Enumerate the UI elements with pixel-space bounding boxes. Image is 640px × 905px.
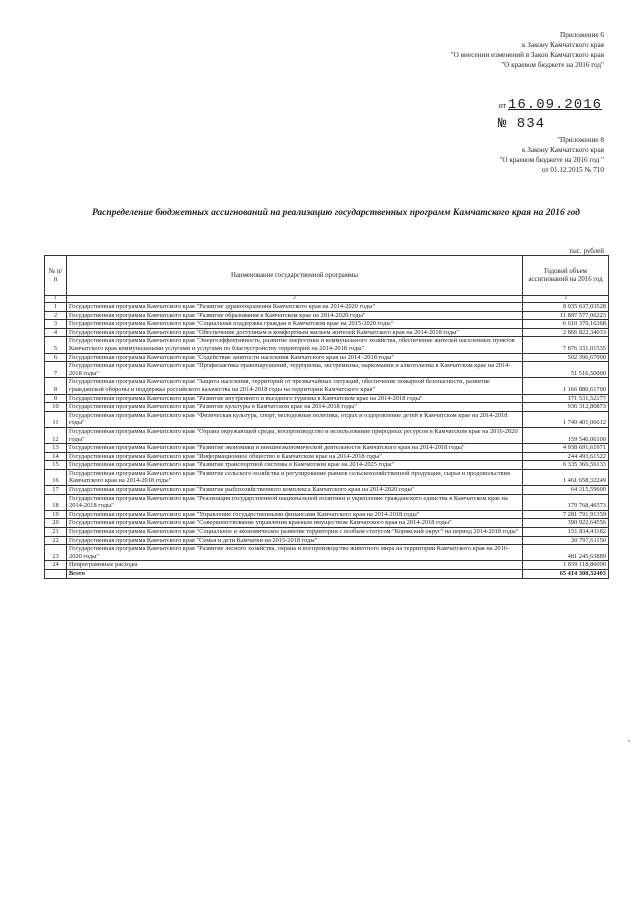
program-sum: 6 335 366,56133 xyxy=(523,461,609,470)
table-body xyxy=(45,303,609,570)
program-sum: 936 312,80873 xyxy=(523,403,609,412)
column-index: 1 xyxy=(45,296,67,303)
program-sum: 51 516,50000 xyxy=(523,362,609,378)
program-sum: 1 166 880,61700 xyxy=(523,378,609,394)
row-number: 15 xyxy=(45,461,67,470)
table-row xyxy=(45,328,609,337)
column-header-name: Наименование государственной программы xyxy=(67,256,523,296)
column-header-number: № п/п xyxy=(45,256,67,296)
table-row xyxy=(45,452,609,461)
program-sum: 1 839 118,86090 xyxy=(523,561,609,570)
program-name: Государственная программа Камчатского края "Развитие здравоохранения Камчатского края на 2014-2020 годы" xyxy=(67,303,523,312)
table-row xyxy=(45,411,609,427)
appendix-6-date xyxy=(499,97,602,113)
row-number: 9 xyxy=(45,394,67,403)
table-row xyxy=(45,536,609,545)
total-number-cell xyxy=(45,570,67,579)
program-name: Государственная программа Камчатского края "Семья и дети Камчатки на 2015-2018 годы" xyxy=(67,536,523,545)
program-sum: 390 922,64556 xyxy=(523,519,609,528)
table-row xyxy=(45,469,609,485)
program-sum: 11 897 577,06223 xyxy=(523,311,609,320)
program-name: Государственная программа Камчатского края "Развитие рыбохозяйственного комплекса Камчатского края на 2014-2020 годы" xyxy=(67,486,523,495)
row-number: 22 xyxy=(45,536,67,545)
table-row xyxy=(45,494,609,510)
appendix-8-line2: к Закону Камчатского края xyxy=(522,146,604,154)
program-sum: 502 396,67000 xyxy=(523,353,609,362)
row-number: 4 xyxy=(45,328,67,337)
appendix-6-line4: "О краевом бюджете на 2016 год" xyxy=(501,61,604,69)
program-sum: 7 281 791,91359 xyxy=(523,510,609,519)
table-row xyxy=(45,403,609,412)
column-header-sum: Годовой объем ассигнований на 2016 год xyxy=(523,256,609,296)
closing-quote: " xyxy=(628,740,631,746)
table-row xyxy=(45,303,609,312)
program-name: Государственная программа Камчатского края "Развитие лесного хозяйства, охрана и воспроизводство животного мира на территории Камчатского края на 2016-2020 годы" xyxy=(67,545,523,561)
program-name: Государственная программа Камчатского края "Развитие сельского хозяйства и регулирование рынков сельскохозяйственной продукции, сырья и продовольствия Камчатского края на 2014-2018 годы" xyxy=(67,469,523,485)
program-sum: 8 035 637,03528 xyxy=(523,303,609,312)
column-index: 2 xyxy=(67,296,523,303)
program-sum: 4 938 691,61971 xyxy=(523,444,609,453)
row-number: 13 xyxy=(45,444,67,453)
table-row xyxy=(45,444,609,453)
program-name: Государственная программа Камчатского края "Управление государственными финансами Камчатского края на 2014-2018 годы" xyxy=(67,510,523,519)
row-number: 2 xyxy=(45,311,67,320)
row-number: 10 xyxy=(45,403,67,412)
program-name: Государственная программа Камчатского края "Энергоэффективность, развитие энергетики и коммунального хозяйства, обеспечение жителей населенных пунктов Камчатского края коммунальными услугами и услугами по благоустройству территорий на 2014-2018 годы" xyxy=(67,337,523,353)
program-name: Государственная программа Камчатского края "Развитие внутреннего и въездного туризма в Камчатском крае на 2014-2018 годы" xyxy=(67,394,523,403)
program-name: Государственная программа Камчатского края "Профилактика правонарушений, терроризма, экстремизма, наркомании и алкоголизма в Камчатском крае на 2014-2018 годы" xyxy=(67,362,523,378)
appendix-6-line3: "О внесении изменений в Закон Камчатского края xyxy=(450,51,604,59)
program-sum: 159 546,06100 xyxy=(523,427,609,443)
table-row xyxy=(45,545,609,561)
row-number: 24 xyxy=(45,561,67,570)
table-row xyxy=(45,378,609,394)
program-name: Государственная программа Камчатского края "Развитие образования в Камчатском крае на 2014-2020 годы" xyxy=(67,311,523,320)
program-sum: 1 749 401,06612 xyxy=(523,411,609,427)
appendix-6-header xyxy=(451,30,604,70)
row-number: 23 xyxy=(45,545,67,561)
program-name: Государственная программа Камчатского края "Реализация государственной национальной политики и укрепление гражданского единства в Камчатском крае на 2014-2018 годы" xyxy=(67,494,523,510)
row-number: 6 xyxy=(45,353,67,362)
row-number: 21 xyxy=(45,528,67,537)
law-number: № 834 xyxy=(498,116,546,132)
date-value: 16.09.2016 xyxy=(507,97,602,113)
row-number: 17 xyxy=(45,486,67,495)
table-row xyxy=(45,561,609,570)
program-name: Государственная программа Камчатского края "Развитие транспортной системы в Камчатском крае на 2014-2025 годы" xyxy=(67,461,523,470)
appendix-6-line2: к Закону Камчатского края xyxy=(522,41,604,49)
date-prefix: от xyxy=(498,101,506,110)
row-number: 8 xyxy=(45,378,67,394)
program-name: Государственная программа Камчатского края "Содействие занятости населения Камчатского края на 2014 -2018 годы" xyxy=(67,353,523,362)
program-sum: 64 315,59600 xyxy=(523,486,609,495)
total-row xyxy=(45,570,609,579)
program-sum: 151 834,41182 xyxy=(523,528,609,537)
table-row xyxy=(45,353,609,362)
program-sum: 20 797,61150 xyxy=(523,536,609,545)
table-row xyxy=(45,362,609,378)
program-sum: 179 768,46573 xyxy=(523,494,609,510)
table-row xyxy=(45,427,609,443)
table-row xyxy=(45,311,609,320)
table-row xyxy=(45,320,609,329)
program-sum: 171 531,52177 xyxy=(523,394,609,403)
units-label: тыс. рублей xyxy=(569,247,604,255)
row-number: 5 xyxy=(45,337,67,353)
table-row xyxy=(45,519,609,528)
table-row xyxy=(45,528,609,537)
program-name: Государственная программа Камчатского края "Защита населения, территорий от чрезвычайных ситуаций, обеспечение пожарной безопасности, развитие гражданской обороны и поддержка российского казачества на 2014-2018 годы на территории Камчатского края" xyxy=(67,378,523,394)
program-sum: 1 461 658,32249 xyxy=(523,469,609,485)
table-row xyxy=(45,510,609,519)
program-sum: 481 245,63889 xyxy=(523,545,609,561)
row-number: 14 xyxy=(45,452,67,461)
program-name: Государственная программа Камчатского края "Социальное и экономическое развитие территории с особым статусом "Корякский округ" на период 2014-2018 годы" xyxy=(67,528,523,537)
row-number: 16 xyxy=(45,469,67,485)
total-label: Всего xyxy=(67,570,523,579)
program-sum: 6 610 370,16368 xyxy=(523,320,609,329)
document-title: Распределение бюджетных ассигнований на реализацию государственных программ Камчатского края на 2016 год xyxy=(91,208,581,218)
program-name: Государственная программа Камчатского края "Развитие экономики и внешнеэкономической деятельности Камчатского края на 2014-2018 годы" xyxy=(67,444,523,453)
program-name: Государственная программа Камчатского края "Обеспечение доступным и комфортным жильем жителей Камчатского края на 2014-2018 годы" xyxy=(67,328,523,337)
row-number: 19 xyxy=(45,510,67,519)
program-name: Государственная программа Камчатского края "Совершенствование управления краевым имуществом Камчатского края на 2014-2018 годы" xyxy=(67,519,523,528)
program-name: Государственная программа Камчатского края "Физическая культура, спорт, молодежная политика, отдых и оздоровление детей в Камчатском крае на 2014-2018 годы" xyxy=(67,411,523,427)
program-sum: 2 866 822,34033 xyxy=(523,328,609,337)
program-name: Государственная программа Камчатского края "Развитие культуры в Камчатском крае на 2014-2018 годы" xyxy=(67,403,523,412)
appendix-8-line1: "Приложение 8 xyxy=(557,136,604,144)
program-name: Непрограммные расходы xyxy=(67,561,523,570)
column-index: 3 xyxy=(523,296,609,303)
table-row xyxy=(45,394,609,403)
row-number: 3 xyxy=(45,320,67,329)
row-number: 1 xyxy=(45,303,67,312)
appendix-8-header xyxy=(499,135,604,175)
program-name: Государственная программа Камчатского края "Охрана окружающей среды, воспроизводство и использование природных ресурсов в Камчатском крае на 2016-2020 годы" xyxy=(67,427,523,443)
appendix-8-line4: от 01.12.2015 № 710 xyxy=(541,166,604,174)
program-name: Государственная программа Камчатского края "Социальная поддержка граждан в Камчатском крае на 2015-2020 годы" xyxy=(67,320,523,329)
appendix-8-line3: "О краевом бюджете на 2016 год " xyxy=(499,156,604,164)
row-number: 7 xyxy=(45,362,67,378)
program-sum: 244 493,61522 xyxy=(523,452,609,461)
appendix-6-line1: Приложение 6 xyxy=(560,31,604,39)
programs-table xyxy=(44,255,609,579)
row-number: 12 xyxy=(45,427,67,443)
table-row xyxy=(45,486,609,495)
total-sum: 65 414 308,32403 xyxy=(523,570,609,579)
table-row xyxy=(45,461,609,470)
row-number: 18 xyxy=(45,494,67,510)
row-number: 20 xyxy=(45,519,67,528)
row-number: 11 xyxy=(45,411,67,427)
program-name: Государственная программа Камчатского края "Информационное общество в Камчатском крае на 2014-2018 годы" xyxy=(67,452,523,461)
program-sum: 7 876 331,01535 xyxy=(523,337,609,353)
table-row xyxy=(45,337,609,353)
